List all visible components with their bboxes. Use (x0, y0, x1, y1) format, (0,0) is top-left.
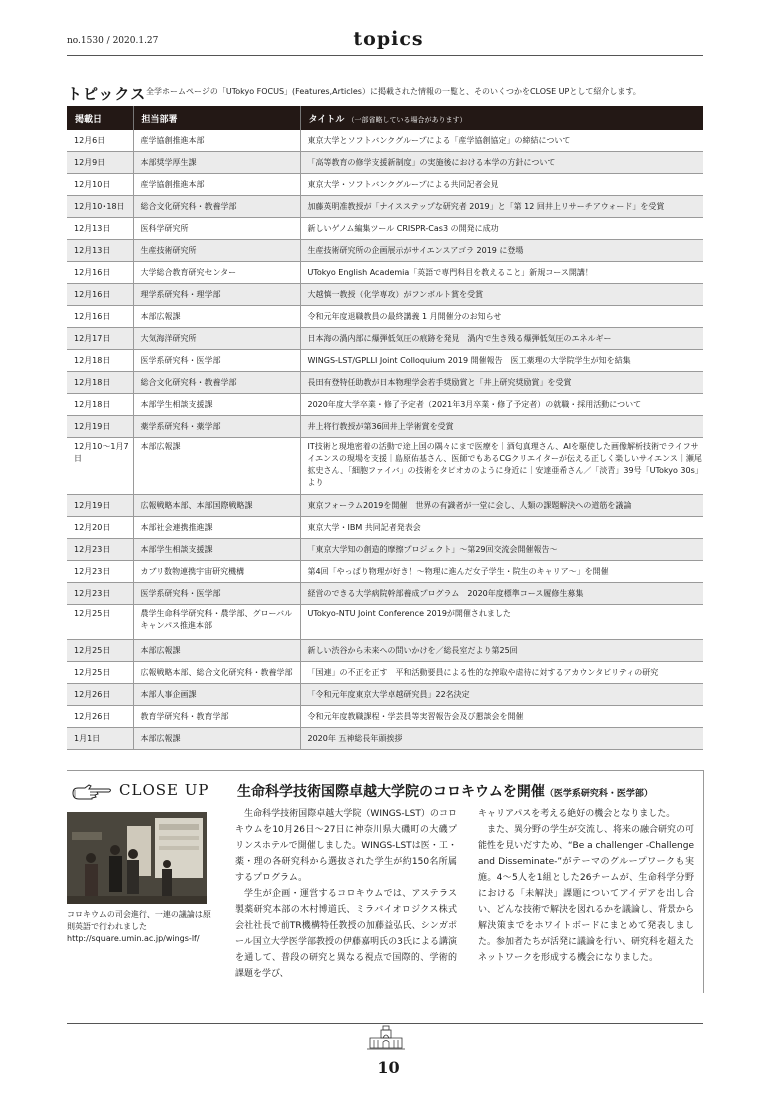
cell-title: 「令和元年度東京大学卓越研究員」22名決定 (300, 684, 703, 706)
photo-caption-text: コロキウムの司会進行、一連の議論は原則英語で行われました (67, 910, 211, 931)
table-row (67, 438, 703, 495)
cell-dept: 薬学系研究科・薬学部 (133, 416, 300, 438)
cell-date: 12月16日 (67, 284, 133, 306)
header-title-label: タイトル (308, 114, 345, 125)
cell-title: UTokyo-NTU Joint Conference 2019が開催されました (300, 605, 703, 640)
cell-date: 1月1日 (67, 728, 133, 750)
page-header-title: topics (353, 28, 424, 50)
table-row (67, 495, 703, 517)
cell-date: 12月25日 (67, 640, 133, 662)
table-row (67, 728, 703, 750)
table-row (67, 394, 703, 416)
cell-dept: 大学総合教育研究センター (133, 262, 300, 284)
table-row (67, 539, 703, 561)
table-row (67, 605, 703, 640)
cell-date: 12月17日 (67, 328, 133, 350)
table-row (67, 328, 703, 350)
cell-title: 東京フォーラム2019を開催 世界の有識者が一堂に会し、人類の課題解決への道筋を議論 (300, 495, 703, 517)
cell-dept: 理学系研究科・理学部 (133, 284, 300, 306)
cell-date: 12月23日 (67, 561, 133, 583)
cell-dept: 本部広報課 (133, 640, 300, 662)
cell-date: 12月23日 (67, 583, 133, 605)
cell-title: 東京大学・IBM 共同記者発表会 (300, 517, 703, 539)
cell-dept: 生産技術研究所 (133, 240, 300, 262)
cell-dept: 広報戦略本部、本部国際戦略課 (133, 495, 300, 517)
cell-title: 令和元年度退職教員の最終講義 1 月開催分のお知らせ (300, 306, 703, 328)
cell-dept: 本部学生相談支援課 (133, 394, 300, 416)
table-row (67, 130, 703, 152)
closeup-headline (237, 781, 653, 801)
table-row (67, 416, 703, 438)
closeup-column-2 (478, 806, 694, 966)
table-row (67, 240, 703, 262)
photo-caption-url[interactable]: http://square.umin.ac.jp/wings-lf/ (67, 934, 200, 943)
cell-title: 「東京大学知の創造的摩擦プロジェクト」～第29回交流会開催報告～ (300, 539, 703, 561)
cell-date: 12月25日 (67, 662, 133, 684)
cell-date: 12月26日 (67, 684, 133, 706)
table-row (67, 706, 703, 728)
cell-date: 12月18日 (67, 350, 133, 372)
photo-caption (67, 909, 217, 945)
table-row (67, 350, 703, 372)
cell-date: 12月13日 (67, 218, 133, 240)
pointing-hand-icon (71, 783, 113, 801)
cell-title: 東京大学とソフトバンクグループによる「産学協創協定」の締結について (300, 130, 703, 152)
cell-title: 経営のできる大学病院幹部養成プログラム 2020年度標準コース履修生募集 (300, 583, 703, 605)
cell-dept: 本部学生相談支援課 (133, 539, 300, 561)
closeup-paragraph: 学生が企画・運営するコロキウムでは、アステラス製薬研究本部の木村博道氏、ミラバイオロジクス株式会社社長で前TR機構特任教授の加藤益弘氏、シンガポール国立大学医学部教授の伊藤嘉明氏の3氏による講演を通して、普段の研究と異なる視点で国際的、学術的課題を学び、 (235, 889, 457, 979)
cell-date: 12月16日 (67, 306, 133, 328)
table-row (67, 517, 703, 539)
cell-date: 12月18日 (67, 372, 133, 394)
table-row (67, 372, 703, 394)
table-row (67, 662, 703, 684)
table-row (67, 561, 703, 583)
table-row (67, 306, 703, 328)
header-rule (67, 55, 703, 56)
cell-title: 日本海の渦内部に爆弾低気圧の痕跡を発見 渦内で生き残る爆弾低気圧のエネルギー (300, 328, 703, 350)
closeup-paragraph: また、異分野の学生が交流し、将来の融合研究の可能性を見いだすため、“Be a challenger -Challenge and Disseminate-”がテーマのグループワークも実施。4～5人を1組とした26チームが、生命科学分野における「未解決」課題についてアイデアを出し合い、どんな技術で解決を図れるかを議論し、背景から解決策までをホワイトボードにまとめて発表しました。参加者たちが活発に議論を行い、研究科を超えたネットワークを形成する機会になりました。 (478, 825, 695, 963)
cell-title: 加藤英明准教授が「ナイスステップな研究者 2019」と「第 12 回井上リサーチアウォード」を受賞 (300, 196, 703, 218)
cell-dept: 総合文化研究科・教養学部 (133, 372, 300, 394)
header-date: 掲載日 (67, 106, 133, 130)
cell-dept: 本部社会連携推進課 (133, 517, 300, 539)
cell-date: 12月23日 (67, 539, 133, 561)
cell-date: 12月10～1月7日 (67, 438, 133, 495)
table-row (67, 174, 703, 196)
table-row (67, 284, 703, 306)
cell-dept: 医学系研究科・医学部 (133, 583, 300, 605)
cell-date: 12月9日 (67, 152, 133, 174)
cell-title: 2020年 五神総長年頭挨拶 (300, 728, 703, 750)
cell-title: 新しい渋谷から未来への問いかけを／総長室だより第25回 (300, 640, 703, 662)
cell-title: 井上将行教授が第36回井上学術賞を受賞 (300, 416, 703, 438)
cell-dept: 本部広報課 (133, 438, 300, 495)
closeup-logo (71, 780, 221, 804)
cell-dept: 本部奨学厚生課 (133, 152, 300, 174)
section-description: 全学ホームページの「UTokyo FOCUS」(Features,Articles）に掲載された情報の一覧と、そのいくつかをCLOSE UPとして紹介します。 (146, 87, 641, 96)
closeup-column-1 (235, 806, 457, 982)
cell-title: 大越慎一教授（化学専攻）がフンボルト賞を受賞 (300, 284, 703, 306)
cell-title: WINGS-LST/GPLLI Joint Colloquium 2019 開催報告 医工薬理の大学院学生が知を結集 (300, 350, 703, 372)
cell-dept: 医学系研究科・医学部 (133, 350, 300, 372)
cell-date: 12月26日 (67, 706, 133, 728)
cell-dept: 産学協創推進本部 (133, 174, 300, 196)
cell-dept: カブリ数物連携宇宙研究機構 (133, 561, 300, 583)
cell-date: 12月19日 (67, 495, 133, 517)
section-title: トピックス (67, 85, 147, 103)
closeup-paragraph: キャリアパスを考える絶好の機会となりました。 (478, 809, 676, 819)
topics-table (67, 106, 703, 750)
closeup-headline-main: 生命科学技術国際卓越大学院のコロキウムを開催 (237, 784, 545, 800)
colloquium-photo-drawing (67, 812, 207, 904)
cell-date: 12月25日 (67, 605, 133, 640)
table-row (67, 684, 703, 706)
cell-date: 12月16日 (67, 262, 133, 284)
header-title (300, 106, 703, 130)
cell-dept: 産学協創推進本部 (133, 130, 300, 152)
cell-title: UTokyo English Academia「英語で専門科目を教えること」新規コース開講！ (300, 262, 703, 284)
cell-date: 12月6日 (67, 130, 133, 152)
cell-dept: 本部広報課 (133, 306, 300, 328)
cell-title: 「高等教育の修学支援新制度」の実施後における本学の方針について (300, 152, 703, 174)
cell-date: 12月10日 (67, 174, 133, 196)
header-title-note: （一部省略している場合があります） (347, 115, 467, 124)
cell-title: 令和元年度教職課程・学芸員等実習報告会及び懇談会を開催 (300, 706, 703, 728)
cell-dept: 医科学研究所 (133, 218, 300, 240)
colloquium-photo (67, 812, 207, 904)
yasuda-auditorium-icon (366, 1024, 406, 1058)
cell-dept: 広報戦略本部、総合文化研究科・教養学部 (133, 662, 300, 684)
table-header-row (67, 106, 703, 130)
topics-table-body (67, 130, 703, 750)
cell-title: 第4回「やっぱり物理が好き！～物理に進んだ女子学生・院生のキャリア～」を開催 (300, 561, 703, 583)
cell-dept: 本部人事企画課 (133, 684, 300, 706)
header-dept: 担当部署 (133, 106, 300, 130)
table-row (67, 262, 703, 284)
cell-date: 12月19日 (67, 416, 133, 438)
cell-dept: 本部広報課 (133, 728, 300, 750)
table-row (67, 196, 703, 218)
cell-title: 新しいゲノム編集ツール CRISPR-Cas3 の開発に成功 (300, 218, 703, 240)
cell-date: 12月18日 (67, 394, 133, 416)
cell-title: IT技術と現地密着の活動で途上国の隅々にまで医療を｜酒匂真理さん、AIを駆使した画像解析技術でライフサイエンスの現場を支援｜島原佑基さん、医師でもあるCGクリエイターが伝える正しく楽しいサイエンス｜瀬尾拡史さん、「細胞ファイバ」の技術をタピオカのように身近に｜安達亜希さん／「淡青」39号「UTokyo 30s」より (300, 438, 703, 495)
cell-dept: 農学生命科学研究科・農学部、グローバルキャンパス推進本部 (133, 605, 300, 640)
cell-date: 12月20日 (67, 517, 133, 539)
cell-title: 生産技術研究所の企画展示がサイエンスアゴラ 2019 に登場 (300, 240, 703, 262)
table-row (67, 640, 703, 662)
cell-title: 東京大学・ソフトバンクグループによる共同記者会見 (300, 174, 703, 196)
cell-title: 2020年度大学卒業・修了予定者（2021年3月卒業・修了予定者）の就職・採用活動について (300, 394, 703, 416)
cell-date: 12月10･18日 (67, 196, 133, 218)
cell-dept: 総合文化研究科・教養学部 (133, 196, 300, 218)
cell-title: 長田有登特任助教が日本物理学会若手奨励賞と「井上研究奨励賞」を受賞 (300, 372, 703, 394)
table-row (67, 583, 703, 605)
closeup-label: CLOSE UP (119, 781, 210, 799)
table-row (67, 152, 703, 174)
cell-dept: 教育学研究科・教育学部 (133, 706, 300, 728)
page-number: 10 (377, 1058, 400, 1077)
cell-dept: 大気海洋研究所 (133, 328, 300, 350)
issue-number: no.1530 / 2020.1.27 (67, 36, 159, 46)
cell-date: 12月13日 (67, 240, 133, 262)
closeup-headline-sub: （医学系研究科・医学部） (544, 789, 653, 799)
cell-title: 「国連」の不正を正す 平和活動要員による性的な搾取や虐待に対するアカウンタビリティの研究 (300, 662, 703, 684)
closeup-paragraph: 生命科学技術国際卓越大学院（WINGS-LST）のコロキウムを10月26日～27日に神奈川県大磯町の大磯プリンスホテルで開催しました。WINGS-LSTは医・工・薬・理の各研究科から選抜された学生が約150名所属するプログラム。 (235, 809, 457, 883)
table-row (67, 218, 703, 240)
